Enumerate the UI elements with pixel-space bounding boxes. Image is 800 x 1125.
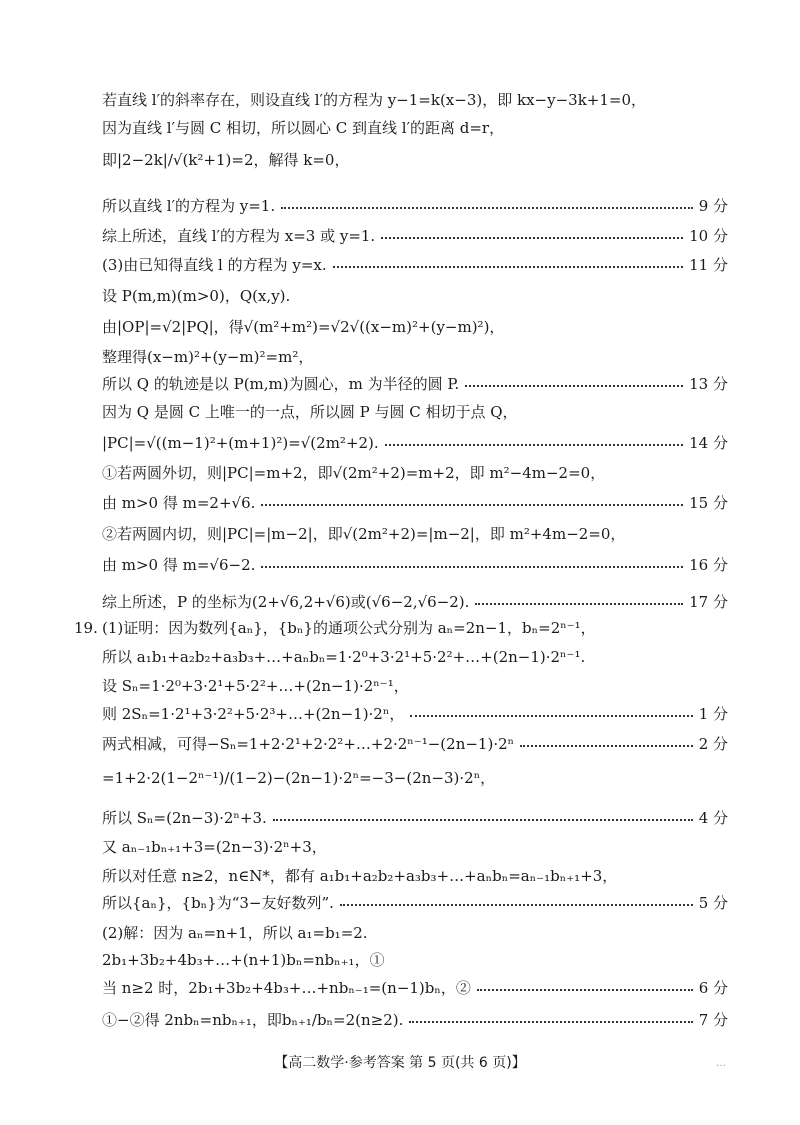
page-footer: 【高二数学·参考答案 第 5 页(共 6 页)】 <box>274 1055 526 1071</box>
leader-dots <box>281 207 693 209</box>
answer-text: ①若两圆外切，则|PC|=m+2，即√(2m²+2)=m+2，即 m²−4m−2=0， <box>102 464 606 482</box>
score-label: 14 分 <box>689 434 728 452</box>
answer-text: 因为 Q 是圆 C 上唯一的一点，所以圆 P 与圆 C 相切于点 Q， <box>102 403 518 421</box>
score-label: 6 分 <box>698 979 728 997</box>
answer-line <box>102 618 728 638</box>
answer-line <box>102 923 728 943</box>
answer-text: ①−②得 2nbₙ=nbₙ₊₁，即bₙ₊₁/bₙ=2(n≥2). <box>102 1011 404 1029</box>
score-label: 5 分 <box>698 894 728 912</box>
answer-text: 两式相减，可得−Sₙ=1+2·2¹+2·2²+…+2·2ⁿ⁻¹−(2n−1)·2ⁿ <box>102 735 515 753</box>
problem-number: 19. <box>74 619 98 637</box>
answer-text: 所以直线 l′的方程为 y=1. <box>102 197 276 215</box>
score-label: 1 分 <box>698 705 728 723</box>
leader-dots <box>465 385 683 387</box>
leader-dots <box>475 603 683 605</box>
score-label: 15 分 <box>689 494 728 512</box>
answer-text: |PC|=√((m−1)²+(m+1)²)=√(2m²+2). <box>102 434 379 452</box>
answer-text: 2b₁+3b₂+4b₃+…+(n+1)bₙ=nbₙ₊₁，① <box>102 951 385 969</box>
answer-text: 当 n≥2 时，2b₁+3b₂+4b₃+…+nbₙ₋₁=(n−1)bₙ，② <box>102 979 471 997</box>
answer-text: 若直线 l′的斜率存在，则设直线 l′的方程为 y−1=k(x−3)，即 kx−y−3k+1=0， <box>102 91 647 109</box>
answer-text: 整理得(x−m)²+(y−m)²=m²， <box>102 348 314 366</box>
leader-dots <box>477 989 693 991</box>
score-label: 13 分 <box>689 375 728 393</box>
leader-dots <box>261 504 683 506</box>
leader-dots <box>333 266 684 268</box>
answer-text: 所以 a₁b₁+a₂b₂+a₃b₃+…+aₙbₙ=1·2⁰+3·2¹+5·2²+…+(2n−1)·2ⁿ⁻¹. <box>102 648 586 666</box>
leader-dots <box>385 444 683 446</box>
answer-line <box>102 592 728 612</box>
score-label: 4 分 <box>698 809 728 827</box>
answer-text: 所以 Q 的轨迹是以 P(m,m)为圆心，m 为半径的圆 P. <box>102 375 460 393</box>
score-label: 7 分 <box>698 1011 728 1029</box>
answer-text: 由|OP|=√2|PQ|，得√(m²+m²)=√2√((x−m)²+(y−m)²)， <box>102 318 505 336</box>
answer-text: 综上所述，P 的坐标为(2+√6,2+√6)或(√6−2,√6−2). <box>102 593 470 611</box>
answer-line <box>102 317 728 337</box>
answer-line <box>102 196 728 216</box>
answer-line <box>102 118 728 138</box>
answer-text: 又 aₙ₋₁bₙ₊₁+3=(2n−3)·2ⁿ+3， <box>102 838 327 856</box>
answer-line <box>102 734 728 754</box>
answer-text: (3)由已知得直线 l 的方程为 y=x. <box>102 256 327 274</box>
score-label: 17 分 <box>689 593 728 611</box>
answer-line <box>102 555 728 575</box>
answer-text: 所以{aₙ}，{bₙ}为“3−友好数列”. <box>102 894 334 912</box>
answer-text: 综上所述，直线 l′的方程为 x=3 或 y=1. <box>102 227 376 245</box>
answer-line <box>102 808 728 828</box>
answer-line <box>102 950 728 970</box>
answer-line <box>102 1010 728 1030</box>
answer-line <box>102 347 728 367</box>
answer-text: 由 m>0 得 m=√6−2. <box>102 556 256 574</box>
answer-line <box>102 286 728 306</box>
leader-dots <box>261 566 683 568</box>
answer-line <box>102 704 728 724</box>
answer-line <box>102 255 728 275</box>
answer-line <box>102 837 728 857</box>
answer-text: (1)证明：因为数列{aₙ}，{bₙ}的通项公式分别为 aₙ=2n−1，bₙ=2ⁿ⁻¹， <box>102 619 596 637</box>
answer-line <box>102 978 728 998</box>
answer-text: 所以对任意 n≥2，n∈N*，都有 a₁b₁+a₂b₂+a₃b₃+…+aₙbₙ=aₙ₋₁bₙ₊₁+3， <box>102 867 618 885</box>
answer-line <box>102 463 728 483</box>
answer-line <box>102 524 728 544</box>
score-label: 9 分 <box>698 197 728 215</box>
answer-line <box>102 226 728 246</box>
answer-line <box>102 493 728 513</box>
answer-text: 因为直线 l′与圆 C 相切，所以圆心 C 到直线 l′的距离 d=r， <box>102 119 505 137</box>
score-label: 10 分 <box>689 227 728 245</box>
answer-text: 即|2−2k|/√(k²+1)=2，解得 k=0， <box>102 151 350 169</box>
answer-text: 所以 Sₙ=(2n−3)·2ⁿ+3. <box>102 809 267 827</box>
score-label: 11 分 <box>689 256 728 274</box>
score-label: 16 分 <box>689 556 728 574</box>
answer-line <box>102 433 728 453</box>
answer-line <box>102 866 728 886</box>
answer-line <box>102 90 728 110</box>
answer-text: 则 2Sₙ=1·2¹+3·2²+5·2³+…+(2n−1)·2ⁿ， <box>102 705 405 723</box>
leader-dots <box>340 904 693 906</box>
answer-line <box>102 768 728 788</box>
answer-text: =1+2·2(1−2ⁿ⁻¹)/(1−2)−(2n−1)·2ⁿ=−3−(2n−3)·2ⁿ， <box>102 769 496 787</box>
leader-dots <box>273 819 693 821</box>
answer-line <box>102 676 728 696</box>
leader-dots <box>520 745 693 747</box>
score-label: 2 分 <box>698 735 728 753</box>
corner-mark: … <box>716 1058 726 1069</box>
leader-dots <box>381 237 683 239</box>
answer-text: (2)解：因为 aₙ=n+1，所以 a₁=b₁=2. <box>102 924 368 942</box>
answer-line <box>102 374 728 394</box>
answer-line <box>102 893 728 913</box>
leader-dots <box>409 1021 692 1023</box>
answer-line <box>102 150 728 170</box>
answer-text: 设 P(m,m)(m>0)，Q(x,y). <box>102 287 291 305</box>
answer-line <box>102 402 728 422</box>
answer-text: 设 Sₙ=1·2⁰+3·2¹+5·2²+…+(2n−1)·2ⁿ⁻¹， <box>102 677 409 695</box>
answer-line <box>102 647 728 667</box>
answer-text: 由 m>0 得 m=2+√6. <box>102 494 256 512</box>
leader-dots <box>410 715 692 717</box>
answer-text: ②若两圆内切，则|PC|=|m−2|，即√(2m²+2)=|m−2|，即 m²+4m−2=0， <box>102 525 626 543</box>
